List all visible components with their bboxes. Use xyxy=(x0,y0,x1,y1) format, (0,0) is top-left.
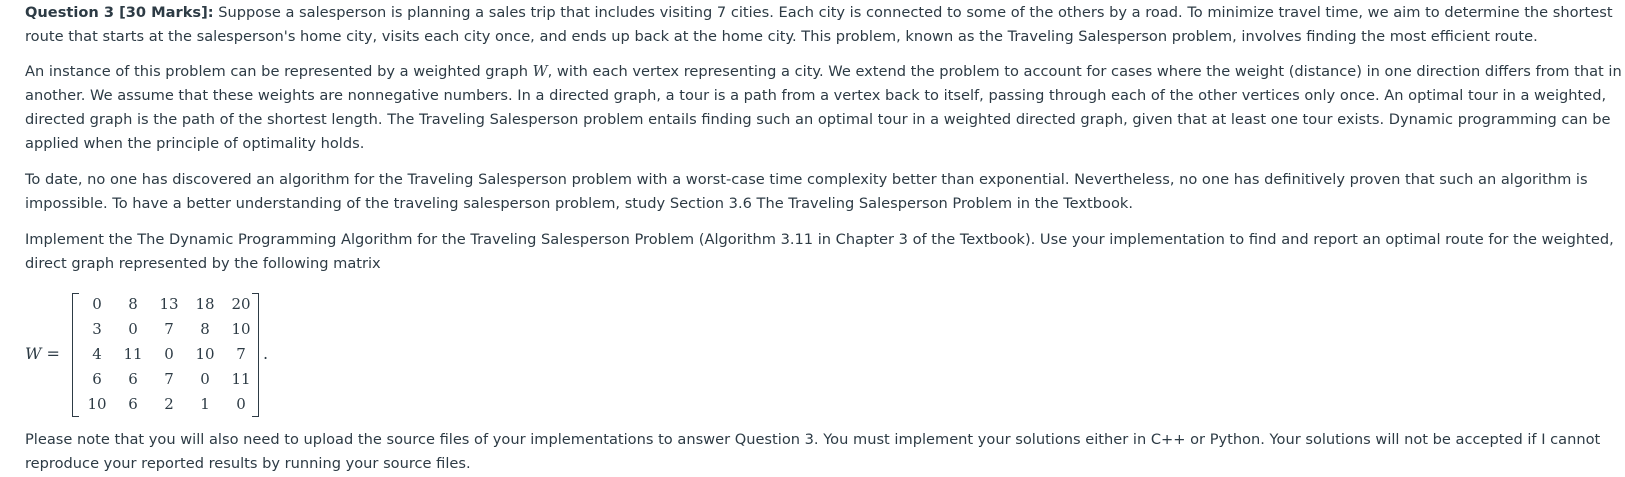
question-intro-text: Suppose a salesperson is planning a sales trip that includes visiting 7 cities. Each city is connected to some of the others by a road. To minimize travel time, we aim to determine the shortest route that starts at the salesperson's home city, visits each city once, and ends up back at the home city. This problem, known as the Traveling Salesperson problem, involves finding the most efficient route. xyxy=(25,4,1613,45)
implementation-paragraph: Implement the The Dynamic Programming Algorithm for the Traveling Salesperson Problem (Algorithm 3.11 in Chapter 3 of the Textbook). Use your implementation to find and report an optimal route for the weighted, direct graph represented by the following matrix xyxy=(25,231,1614,272)
weighted-graph-text-end: , with each vertex representing a city. We extend the problem to account for cases where the weight (distance) in one direction differs from that in another. We assume that these weights are nonnegative numbers. In a directed graph, a tour is a path from a vertex back to itself, passing through each of the other vertices only once. An optimal tour in a weighted, directed graph is the path of the shortest length. The Traveling Salesperson problem entails finding such an optimal tour in a weighted directed graph, given that at least one tour exists. Dynamic programming can be applied when the principle of optimality holds. xyxy=(25,63,1622,152)
matrix-cell: 7 xyxy=(164,370,174,388)
matrix-right-bracket xyxy=(252,293,259,417)
matrix-period: . xyxy=(263,344,269,363)
matrix-cell: 8 xyxy=(128,295,138,313)
submission-note-paragraph: Please note that you will also need to upload the source files of your implementations to answer Question 3. You must implement your solutions either in C++ or Python. Your solutions will not be accepted if I cannot reproduce your reported results by running your source files. xyxy=(25,431,1601,472)
matrix-cell: 2 xyxy=(164,395,174,413)
matrix-cell: 0 xyxy=(92,295,102,313)
matrix-cell: 11 xyxy=(123,345,143,363)
weighted-graph-paragraph xyxy=(25,60,1625,156)
matrix-cell: 6 xyxy=(128,395,138,413)
matrix-cell: 11 xyxy=(231,370,251,388)
matrix-cell: 7 xyxy=(164,320,174,338)
question-intro-paragraph xyxy=(25,1,1617,49)
matrix-cell: 10 xyxy=(87,395,107,413)
matrix-cell: 4 xyxy=(92,345,102,363)
matrix-cell: 18 xyxy=(195,295,215,313)
matrix-cell: 0 xyxy=(128,320,138,338)
matrix-cell: 8 xyxy=(200,320,210,338)
matrix-cell: 13 xyxy=(159,295,179,313)
matrix-row xyxy=(80,367,260,392)
matrix-cell: 0 xyxy=(164,345,174,363)
complexity-paragraph: To date, no one has discovered an algorithm for the Traveling Salesperson problem with a worst-case time complexity better than exponential. Nevertheless, no one has definitively proven that such an algorithm is impossible. To have a better understanding of the traveling salesperson problem, study Section 3.6 The Traveling Salesperson Problem in the Textbook. xyxy=(25,171,1588,212)
matrix-label-equals: = xyxy=(41,344,60,363)
question-label: Question 3 [30 Marks]: xyxy=(25,4,214,21)
matrix-label xyxy=(25,342,60,366)
matrix-cell: 6 xyxy=(128,370,138,388)
matrix-cell: 0 xyxy=(200,370,210,388)
matrix-label-variable: W xyxy=(25,344,42,363)
matrix-cell: 1 xyxy=(200,395,210,413)
matrix-cell: 10 xyxy=(231,320,251,338)
matrix-cell: 10 xyxy=(195,345,215,363)
matrix-cell: 6 xyxy=(92,370,102,388)
matrix-cell: 3 xyxy=(92,320,102,338)
matrix-left-bracket xyxy=(72,293,79,417)
matrix-row xyxy=(80,342,260,367)
matrix-cell: 7 xyxy=(236,345,246,363)
graph-variable: W xyxy=(532,63,548,80)
matrix-cell: 20 xyxy=(231,295,251,313)
matrix-row xyxy=(80,392,260,417)
matrix-cell: 0 xyxy=(236,395,246,413)
weight-matrix xyxy=(25,290,325,420)
matrix-row xyxy=(80,317,260,342)
weighted-graph-text-start: An instance of this problem can be represented by a weighted graph xyxy=(25,63,533,80)
matrix-row xyxy=(80,292,260,317)
